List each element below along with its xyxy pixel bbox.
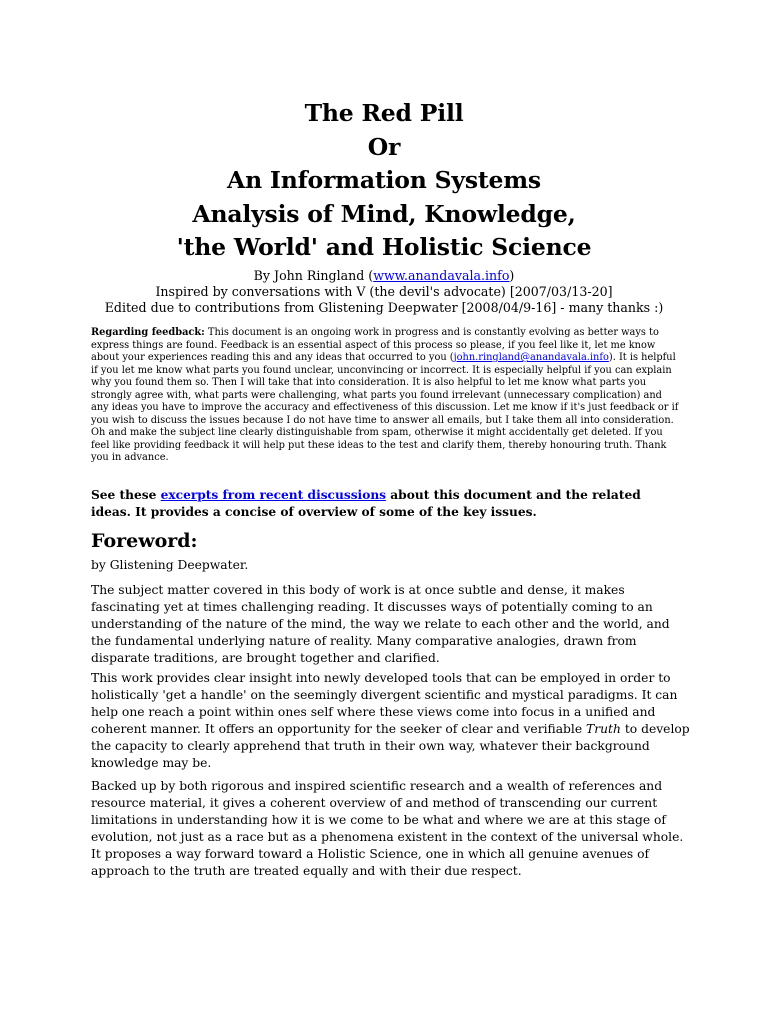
edited-line: Edited due to contributions from Glistening Deepwater [2008/04/9-16] - many thanks :) bbox=[104, 300, 664, 315]
feedback-notice bbox=[91, 327, 681, 465]
author-prefix: By John Ringland ( bbox=[253, 268, 374, 283]
p2-text-2: to develop the capacity to clearly apprehend that truth in their own way, whatever their background knowledge may be. bbox=[91, 721, 690, 770]
foreword-byline: by Glistening Deepwater. bbox=[91, 558, 249, 572]
foreword-heading: Foreword: bbox=[91, 530, 198, 552]
feedback-text-1: This document is an ongoing work in progress and is constantly evolving as better ways to express things are found. Feedback is an essential aspect of this process so please, if you feel like it, let me know about your experiences reading this and any ideas that occurred to you ( bbox=[91, 327, 659, 364]
title-line-1: The Red Pill bbox=[304, 99, 464, 127]
title-line-2: Or bbox=[367, 132, 401, 161]
website-link[interactable]: www.anandavala.info bbox=[373, 268, 510, 283]
feedback-text-2: ). It is helpful if you let me know what parts you found unclear, unconvincing or incorrect. It is especially helpful if you can explain why you found them so. Then I will take that into consideration. It is also helpful to let me know what parts you strongly agree with, what parts were challenging, what parts you found irrelevant (unnecessary complication) and any ideas you have to improve the accuracy and effectiveness of this discussion. Let me know if it's just feedback or if you wish to discuss the issues because I do not have time to answer all emails, but I take them all into consideration. Oh and make the subject line clearly distinguishable from spam, otherwise it might accidentally get deleted. If you feel like providing feedback it will help put these ideas to the test and clarify them, thereby honouring truth. Thank you in advance. bbox=[91, 352, 679, 464]
foreword-paragraph-1: The subject matter covered in this body of work is at once subtle and dense, it makes fascinating yet at times challenging reading. It discusses ways of potentially coming to an understanding of the nature of the mind, the way we relate to each other and the world, and the fundamental underlying nature of reality. Many comparative analogies, drawn from disparate traditions, are brought together and clarified. bbox=[91, 583, 670, 665]
title-line-5: 'the World' and Holistic Science bbox=[176, 233, 592, 261]
feedback-label: Regarding feedback: bbox=[91, 327, 205, 338]
inspired-line: Inspired by conversations with V (the devil's advocate) [2007/03/13-20] bbox=[155, 284, 613, 299]
p2-italic-truth: Truth bbox=[586, 721, 621, 736]
author-line bbox=[0, 268, 768, 284]
email-link[interactable]: john.ringland@anandavala.info bbox=[453, 352, 609, 364]
document-title bbox=[0, 97, 768, 265]
feedback-paragraph bbox=[91, 327, 681, 465]
title-line-4: Analysis of Mind, Knowledge, bbox=[192, 199, 576, 228]
title-line-3: An Information Systems bbox=[227, 166, 541, 194]
foreword-paragraph-2 bbox=[91, 670, 691, 771]
p2-text-1: This work provides clear insight into newly developed tools that can be employed in order to holistically 'get a handle' on the seemingly divergent scientific and mystical paradigms. It can help one reach a point within ones self where these views come into focus in a unified and coherent manner. It offers an opportunity for the seeker of clear and verifiable bbox=[91, 671, 678, 736]
excerpts-before: See these bbox=[91, 488, 161, 502]
author-suffix: ) bbox=[509, 268, 515, 283]
document-meta bbox=[0, 268, 768, 316]
excerpts-after: about this document and the related ideas. It provides a concise of overview of some of the key issues. bbox=[91, 488, 641, 519]
excerpts-note bbox=[91, 487, 681, 521]
foreword-paragraph-3: Backed up by both rigorous and inspired scientific research and a wealth of references and resource material, it gives a coherent overview of and method of transcending our current limitations in understanding how it is we come to be what and where we are at this stage of evolution, not just as a race but as a phenomena existent in the context of the universal whole. It proposes a way forward toward a Holistic Science, one in which all genuine avenues of approach to the truth are treated equally and with their due respect. bbox=[91, 779, 684, 878]
excerpts-link[interactable]: excerpts from recent discussions bbox=[160, 488, 387, 502]
